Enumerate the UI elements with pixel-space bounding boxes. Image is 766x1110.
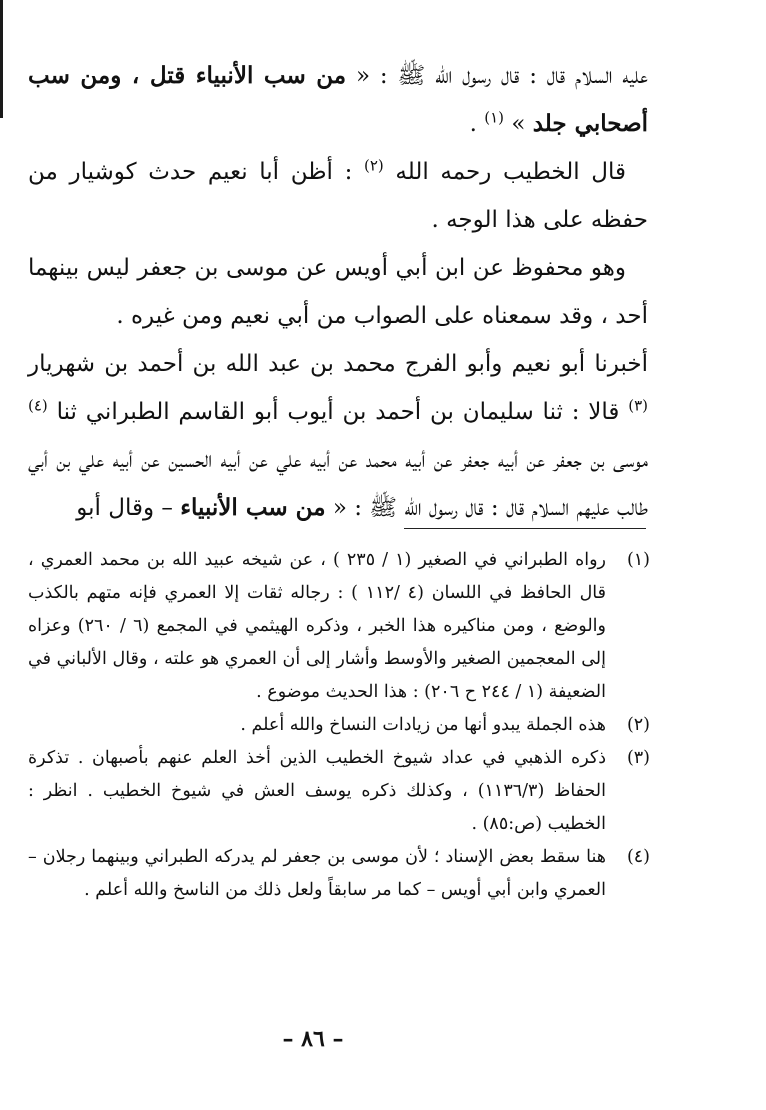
text-segment: – وقال أبو: [76, 495, 181, 521]
footnote-separator: [404, 528, 646, 529]
footnote-number: (٢): [626, 715, 650, 735]
scan-edge-mark: [0, 0, 3, 118]
footnote-number: (٣): [626, 748, 650, 768]
bold-hadith-text: من سب الأنبياء: [180, 494, 326, 521]
footnote-text: رواه الطبراني في الصغير (١ / ٢٣٥ ) ، عن شيخه عبيد الله بن محمد العمري ، قال الحافظ في اللسان (٤ /١١٢ ) : رجاله ثقات إلا العمري فإنه متهم بالكذب والوضع ، ومن مناكيره هذا الخبر ، وذكره الهيثمي في المجمع (٦ / ٢٦٠) وعزاه إلى المعجمين الصغير والأوسط وأشار إلى أن العمري هو علته ، وقال الألباني في الضعيفة (١ / ٢٤٤ ح ٢٠٦) : هذا الحديث موضوع .: [28, 550, 606, 702]
footnote-text: ذكره الذهبي في عداد شيوخ الخطيب الذين أخذ العلم عنهم بأصبهان . تذكرة الحفاظ (١١٣٦/٣) ، وكذلك ذكره يوسف العش في شيوخ الخطيب . انظر : الخطيب (ص:٨٥) .: [28, 748, 607, 834]
footnote-1: [28, 544, 650, 709]
text-segment: .: [469, 111, 485, 137]
text-segment: : أظن أبا نعيم حدث كوشيار من حفظه على هذا الوجه .: [28, 159, 648, 233]
footnote-number: (١): [626, 550, 650, 570]
text-segment: عليه السلام قال : قال رسول الله ﷺ : «: [346, 63, 648, 89]
page-number: – ٨٦ –: [282, 1026, 344, 1052]
text-segment: قالا : ثنا سليمان بن أحمد بن أيوب أبو القاسم الطبراني ثنا: [47, 399, 629, 425]
bold-hadith-text: من سب الأنبياء قتل ، ومن سب أصحابي جلد: [28, 62, 648, 137]
footnote-ref-2: (٢): [363, 156, 384, 175]
text-segment: »: [504, 111, 533, 137]
paragraph-4: [28, 340, 648, 532]
footnote-ref-4: (٤): [28, 396, 48, 415]
paragraph-2: [28, 148, 648, 244]
paragraph-1: [28, 52, 648, 148]
footnote-4: [28, 841, 650, 907]
footnote-ref-1: (١): [484, 108, 505, 127]
footnote-number: (٤): [626, 847, 650, 867]
footnotes-section: [28, 544, 650, 907]
footnote-2: [28, 709, 650, 742]
main-text: [28, 52, 648, 532]
text-segment: أخبرنا أبو نعيم وأبو الفرج محمد بن عبد الله بن أحمد بن شهريار: [28, 351, 648, 377]
footnote-text: هذه الجملة يبدو أنها من زيادات النساخ والله أعلم .: [240, 715, 606, 735]
text-segment: قال الخطيب رحمه الله: [383, 159, 627, 185]
footnote-text: هنا سقط بعض الإسناد ؛ لأن موسى بن جعفر لم يدركه الطبراني وبينهما رجلان – العمري وابن أبي أويس – كما مر سابقاً ولعل ذلك من الناسخ والله أعلم .: [28, 847, 606, 900]
text-segment: وهو محفوظ عن ابن أبي أويس عن موسى بن جعفر ليس بينهما أحد ، وقد سمعناه على الصواب من أبي نعيم ومن غيره .: [28, 255, 648, 329]
footnote-ref-3: (٣): [628, 396, 648, 415]
footnote-3: [28, 742, 650, 841]
paragraph-3: [28, 244, 648, 340]
text-segment: موسى بن جعفر عن أبيه جعفر عن أبيه محمد عن أبيه علي عن أبيه الحسين عن أبيه علي بن أبي طالب عليهم السلام قال : قال رسول الله ﷺ : «: [28, 447, 648, 521]
